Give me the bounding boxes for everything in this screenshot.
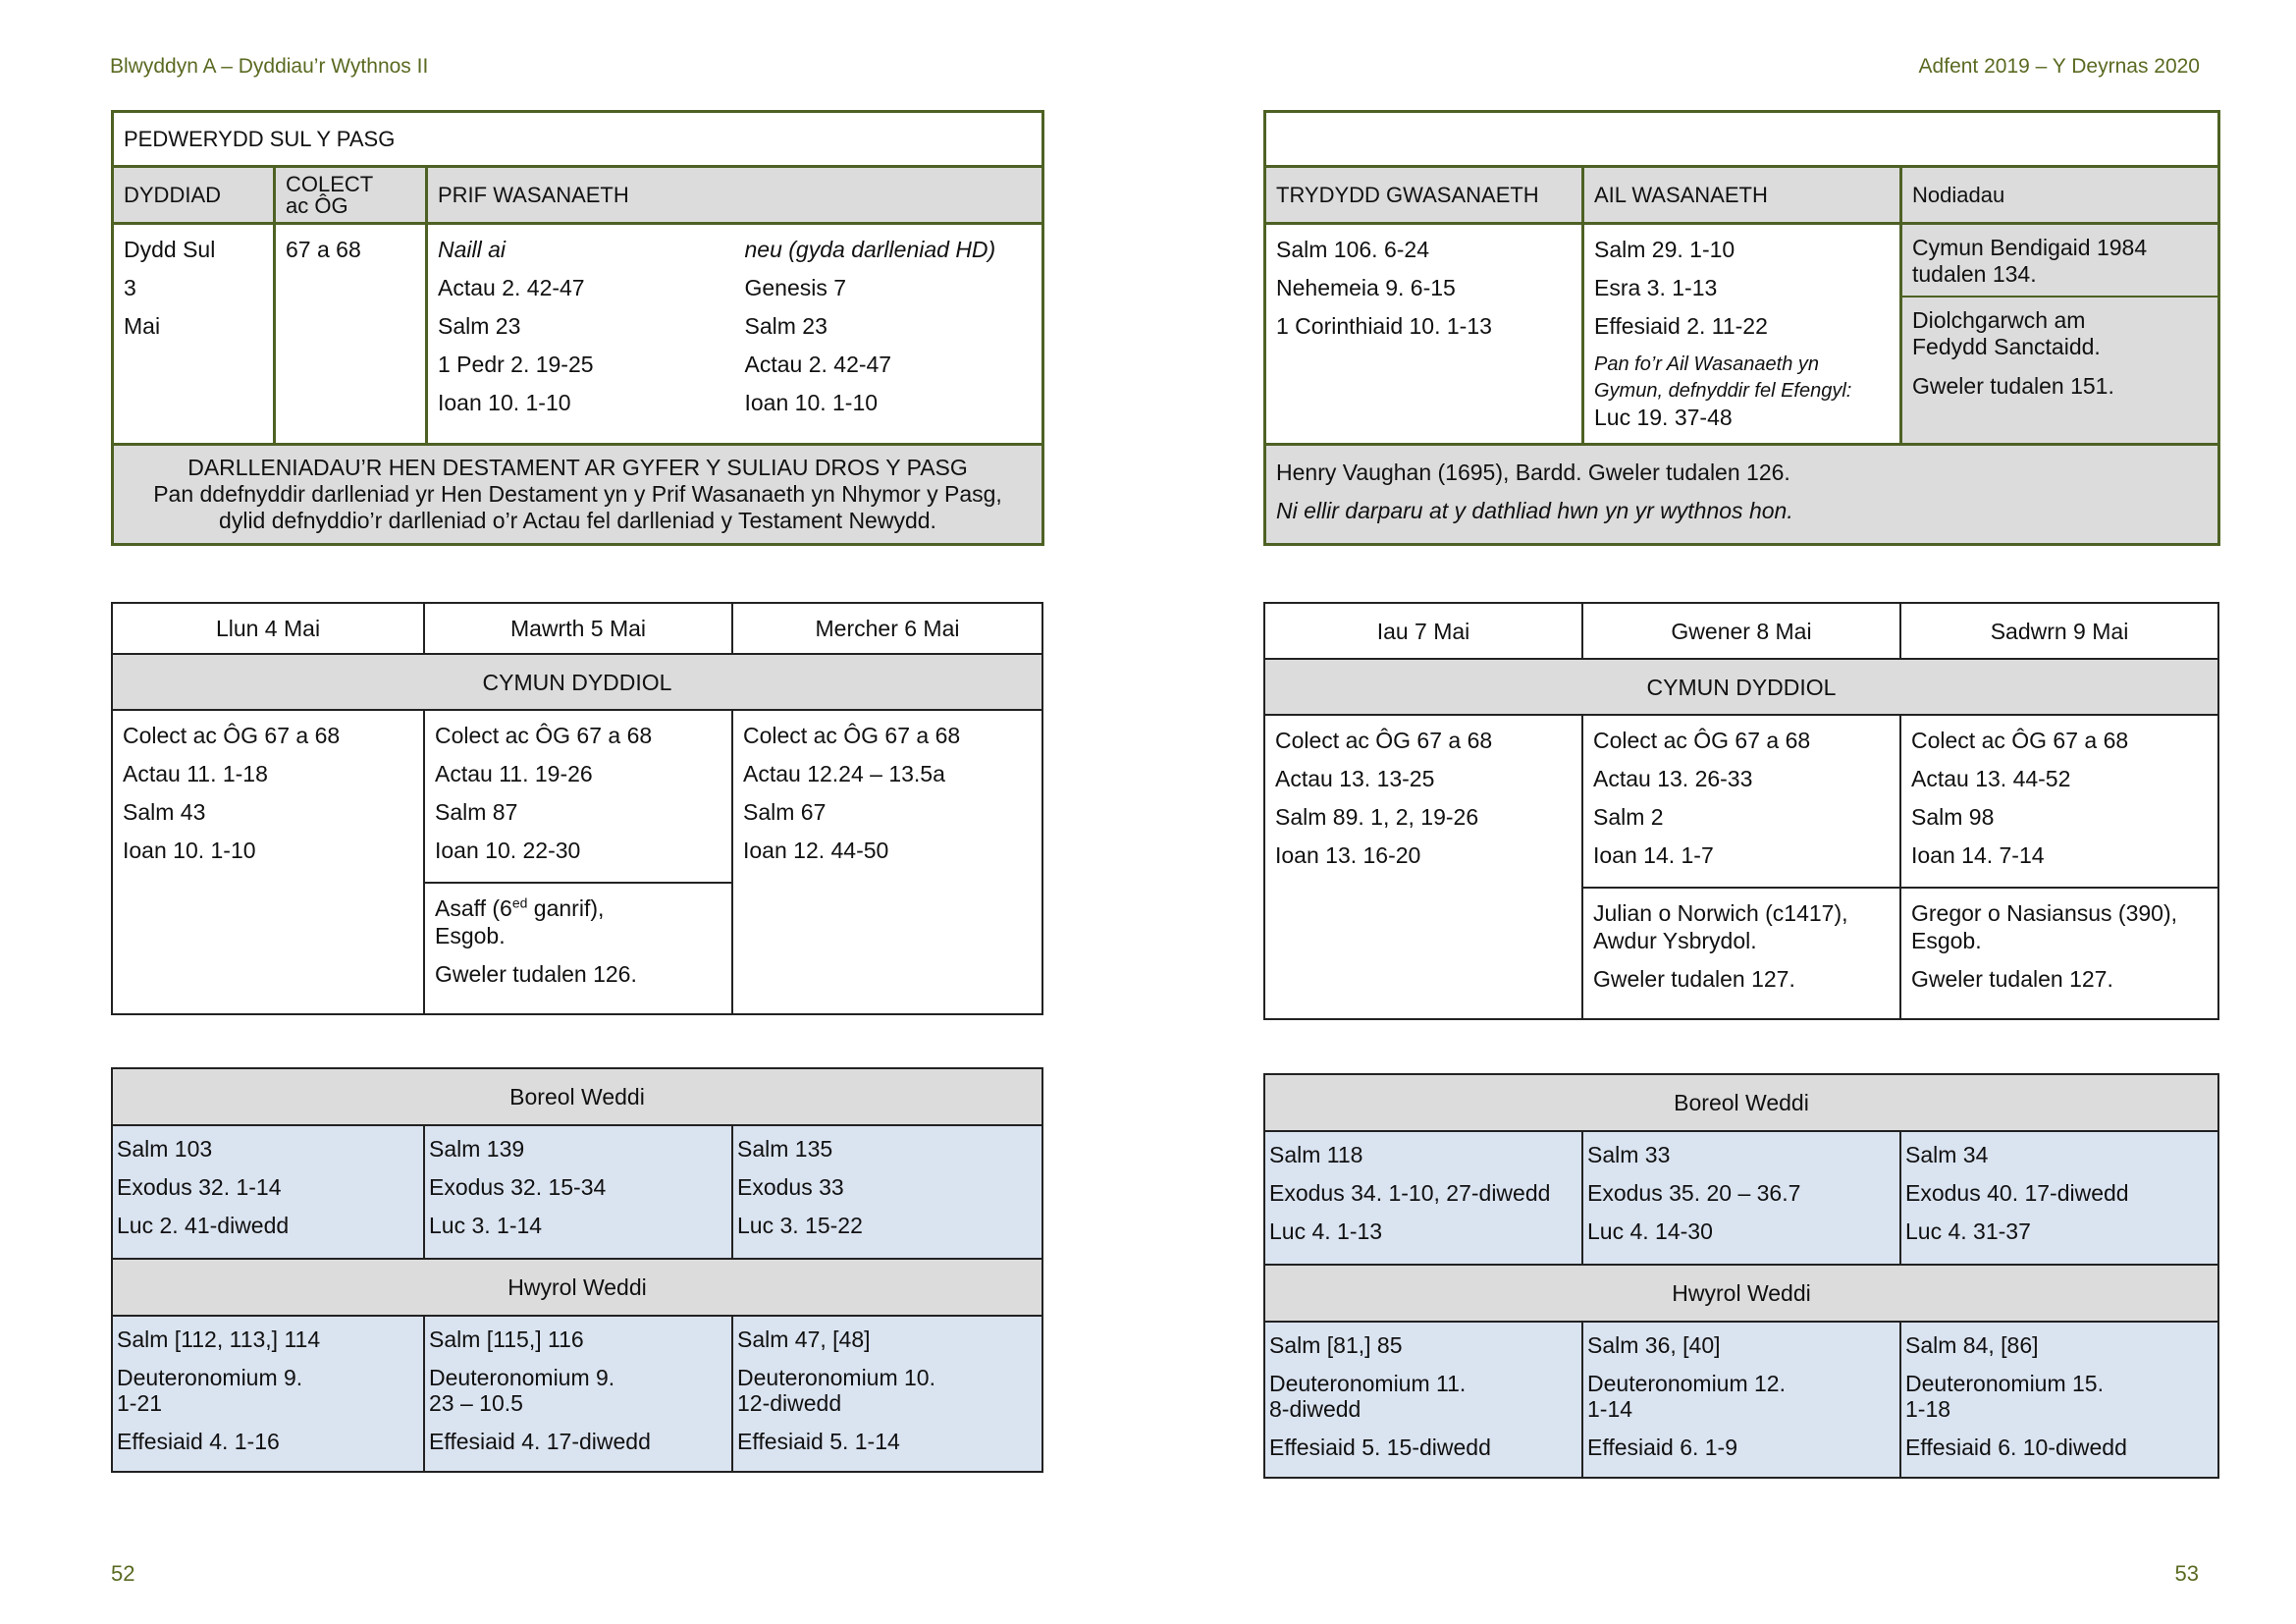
day-header-wed: Mercher 6 Mai <box>732 603 1042 654</box>
weekday-eucharist-left <box>111 602 1043 1015</box>
evening-prayer-heading: Hwyrol Weddi <box>112 1259 1042 1316</box>
commemoration-sat: Gregor o Nasiansus (390), Esgob. Gweler tudalen 127. <box>1900 888 2218 1019</box>
third-service-cell: Salm 106. 6-24 Nehemeia 9. 6-15 1 Corinthiaid 10. 1-13 <box>1265 224 1583 445</box>
sunday-right-title-blank <box>1265 112 2219 167</box>
notes-cell <box>1901 224 2219 445</box>
col-header-second-service: AIL WASANAETH <box>1583 167 1901 224</box>
second-service-cell: Salm 29. 1-10 Esra 3. 1-13 Effesiaid 2. 11-22 Pan fo’r Ail Wasanaeth yn Gymun, defnyddir fel Efengyl: Luc 19. 37-48 <box>1583 224 1901 445</box>
readings-fri: Colect ac ÔG 67 a 68 Actau 13. 26-33 Salm 2 Ioan 14. 1-7 <box>1582 715 1900 888</box>
day-header-thu: Iau 7 Mai <box>1264 603 1582 659</box>
readings-thu: Colect ac ÔG 67 a 68 Actau 13. 13-25 Salm 89. 1, 2, 19-26 Ioan 13. 16-20 <box>1264 715 1582 1019</box>
main-service-option-a: Naill ai Actau 2. 42-47 Salm 23 1 Pedr 2. 19-25 Ioan 10. 1-10 <box>427 224 735 445</box>
col-header-collect: COLECT ac ÔG <box>275 167 427 224</box>
readings-tue: Colect ac ÔG 67 a 68 Actau 11. 19-26 Salm 87 Ioan 10. 22-30 <box>424 710 732 883</box>
morning-prayer-heading: Boreol Weddi <box>1264 1074 2218 1131</box>
col-header-notes: Nodiadau <box>1901 167 2219 224</box>
evening-readings-mon: Salm [112, 113,] 114 Deuteronomium 9. 1-21 Effesiaid 4. 1-16 <box>112 1316 424 1472</box>
main-service-option-b: neu (gyda darlleniad HD) Genesis 7 Salm 23 Actau 2. 42-47 Ioan 10. 1-10 <box>735 224 1043 445</box>
readings-sat: Colect ac ÔG 67 a 68 Actau 13. 44-52 Salm 98 Ioan 14. 7-14 <box>1900 715 2218 888</box>
daily-eucharist-band: CYMUN DYDDIOL <box>112 654 1042 710</box>
running-header-left: Blwyddyn A – Dyddiau’r Wythnos II <box>110 55 429 78</box>
readings-mon: Colect ac ÔG 67 a 68 Actau 11. 1-18 Salm 43 Ioan 10. 1-10 <box>112 710 424 1014</box>
sunday-title: PEDWERYDD SUL Y PASG <box>113 112 1043 167</box>
morning-readings-thu: Salm 118 Exodus 34. 1-10, 27-diwedd Luc 4. 1-13 <box>1264 1131 1582 1265</box>
ot-readings-note: DARLLENIADAU’R HEN DESTAMENT AR GYFER Y SULIAU DROS Y PASG Pan ddefnyddir darlleniad yr Hen Destament yn y Prif Wasanaeth yn Nhymor y Pasg, dylid defnyddio’r darlleniad o’r Actau fel darlleniad y Testament Newydd. <box>113 445 1043 545</box>
day-header-fri: Gwener 8 Mai <box>1582 603 1900 659</box>
running-header-right: Adfent 2019 – Y Deyrnas 2020 <box>1918 55 2200 78</box>
daily-offices-left <box>111 1067 1043 1473</box>
morning-readings-tue: Salm 139 Exodus 32. 15-34 Luc 3. 1-14 <box>424 1125 732 1259</box>
commemoration-tue: Asaff ($6^{ed}$ ganrif), Esgob. Gweler tudalen 126. <box>424 883 732 1014</box>
morning-readings-sat: Salm 34 Exodus 40. 17-diwedd Luc 4. 31-37 <box>1900 1131 2218 1265</box>
evening-prayer-heading: Hwyrol Weddi <box>1264 1265 2218 1322</box>
readings-wed: Colect ac ÔG 67 a 68 Actau 12.24 – 13.5a Salm 67 Ioan 12. 44-50 <box>732 710 1042 1014</box>
day-header-sat: Sadwrn 9 Mai <box>1900 603 2218 659</box>
day-header-tue: Mawrth 5 Mai <box>424 603 732 654</box>
commemoration-fri: Julian o Norwich (c1417), Awdur Ysbrydol. Gweler tudalen 127. <box>1582 888 1900 1019</box>
sunday-date-cell: Dydd Sul 3 Mai <box>113 224 275 445</box>
col-header-third-service: TRYDYDD GWASANAETH <box>1265 167 1583 224</box>
day-header-mon: Llun 4 Mai <box>112 603 424 654</box>
morning-readings-wed: Salm 135 Exodus 33 Luc 3. 15-22 <box>732 1125 1042 1259</box>
page-number-right: 53 <box>2174 1561 2199 1586</box>
evening-readings-sat: Salm 84, [86] Deuteronomium 15. 1-18 Effesiaid 6. 10-diwedd <box>1900 1322 2218 1478</box>
morning-readings-fri: Salm 33 Exodus 35. 20 – 36.7 Luc 4. 14-30 <box>1582 1131 1900 1265</box>
morning-readings-mon: Salm 103 Exodus 32. 1-14 Luc 2. 41-diwedd <box>112 1125 424 1259</box>
notes-prayerbook: Cymun Bendigaid 1984 tudalen 134. <box>1902 225 2217 298</box>
evening-readings-wed: Salm 47, [48] Deuteronomium 10. 12-diwedd Effesiaid 5. 1-14 <box>732 1316 1042 1472</box>
morning-prayer-heading: Boreol Weddi <box>112 1068 1042 1125</box>
evening-readings-tue: Salm [115,] 116 Deuteronomium 9. 23 – 10.5 Effesiaid 4. 17-diwedd <box>424 1316 732 1472</box>
col-header-day: DYDDIAD <box>113 167 275 224</box>
evening-readings-fri: Salm 36, [40] Deuteronomium 12. 1-14 Effesiaid 6. 1-9 <box>1582 1322 1900 1478</box>
evening-readings-thu: Salm [81,] 85 Deuteronomium 11. 8-diwedd Effesiaid 5. 15-diwedd <box>1264 1322 1582 1478</box>
sunday-collect-cell: 67 a 68 <box>275 224 427 445</box>
daily-offices-right <box>1263 1073 2219 1479</box>
commemoration-note: Henry Vaughan (1695), Bardd. Gweler tudalen 126. Ni ellir darparu at y dathliad hwn yn yr wythnos hon. <box>1265 445 2219 545</box>
sunday-right-table <box>1263 110 2220 546</box>
col-header-main-service: PRIF WASANAETH <box>427 167 1043 224</box>
page-number-left: 52 <box>111 1561 135 1586</box>
notes-baptism: Diolchgarwch am Fedydd Sanctaidd. Gweler tudalen 151. <box>1912 307 2114 399</box>
weekday-eucharist-right <box>1263 602 2219 1020</box>
daily-eucharist-band: CYMUN DYDDIOL <box>1264 659 2218 715</box>
sunday-table <box>111 110 1044 546</box>
